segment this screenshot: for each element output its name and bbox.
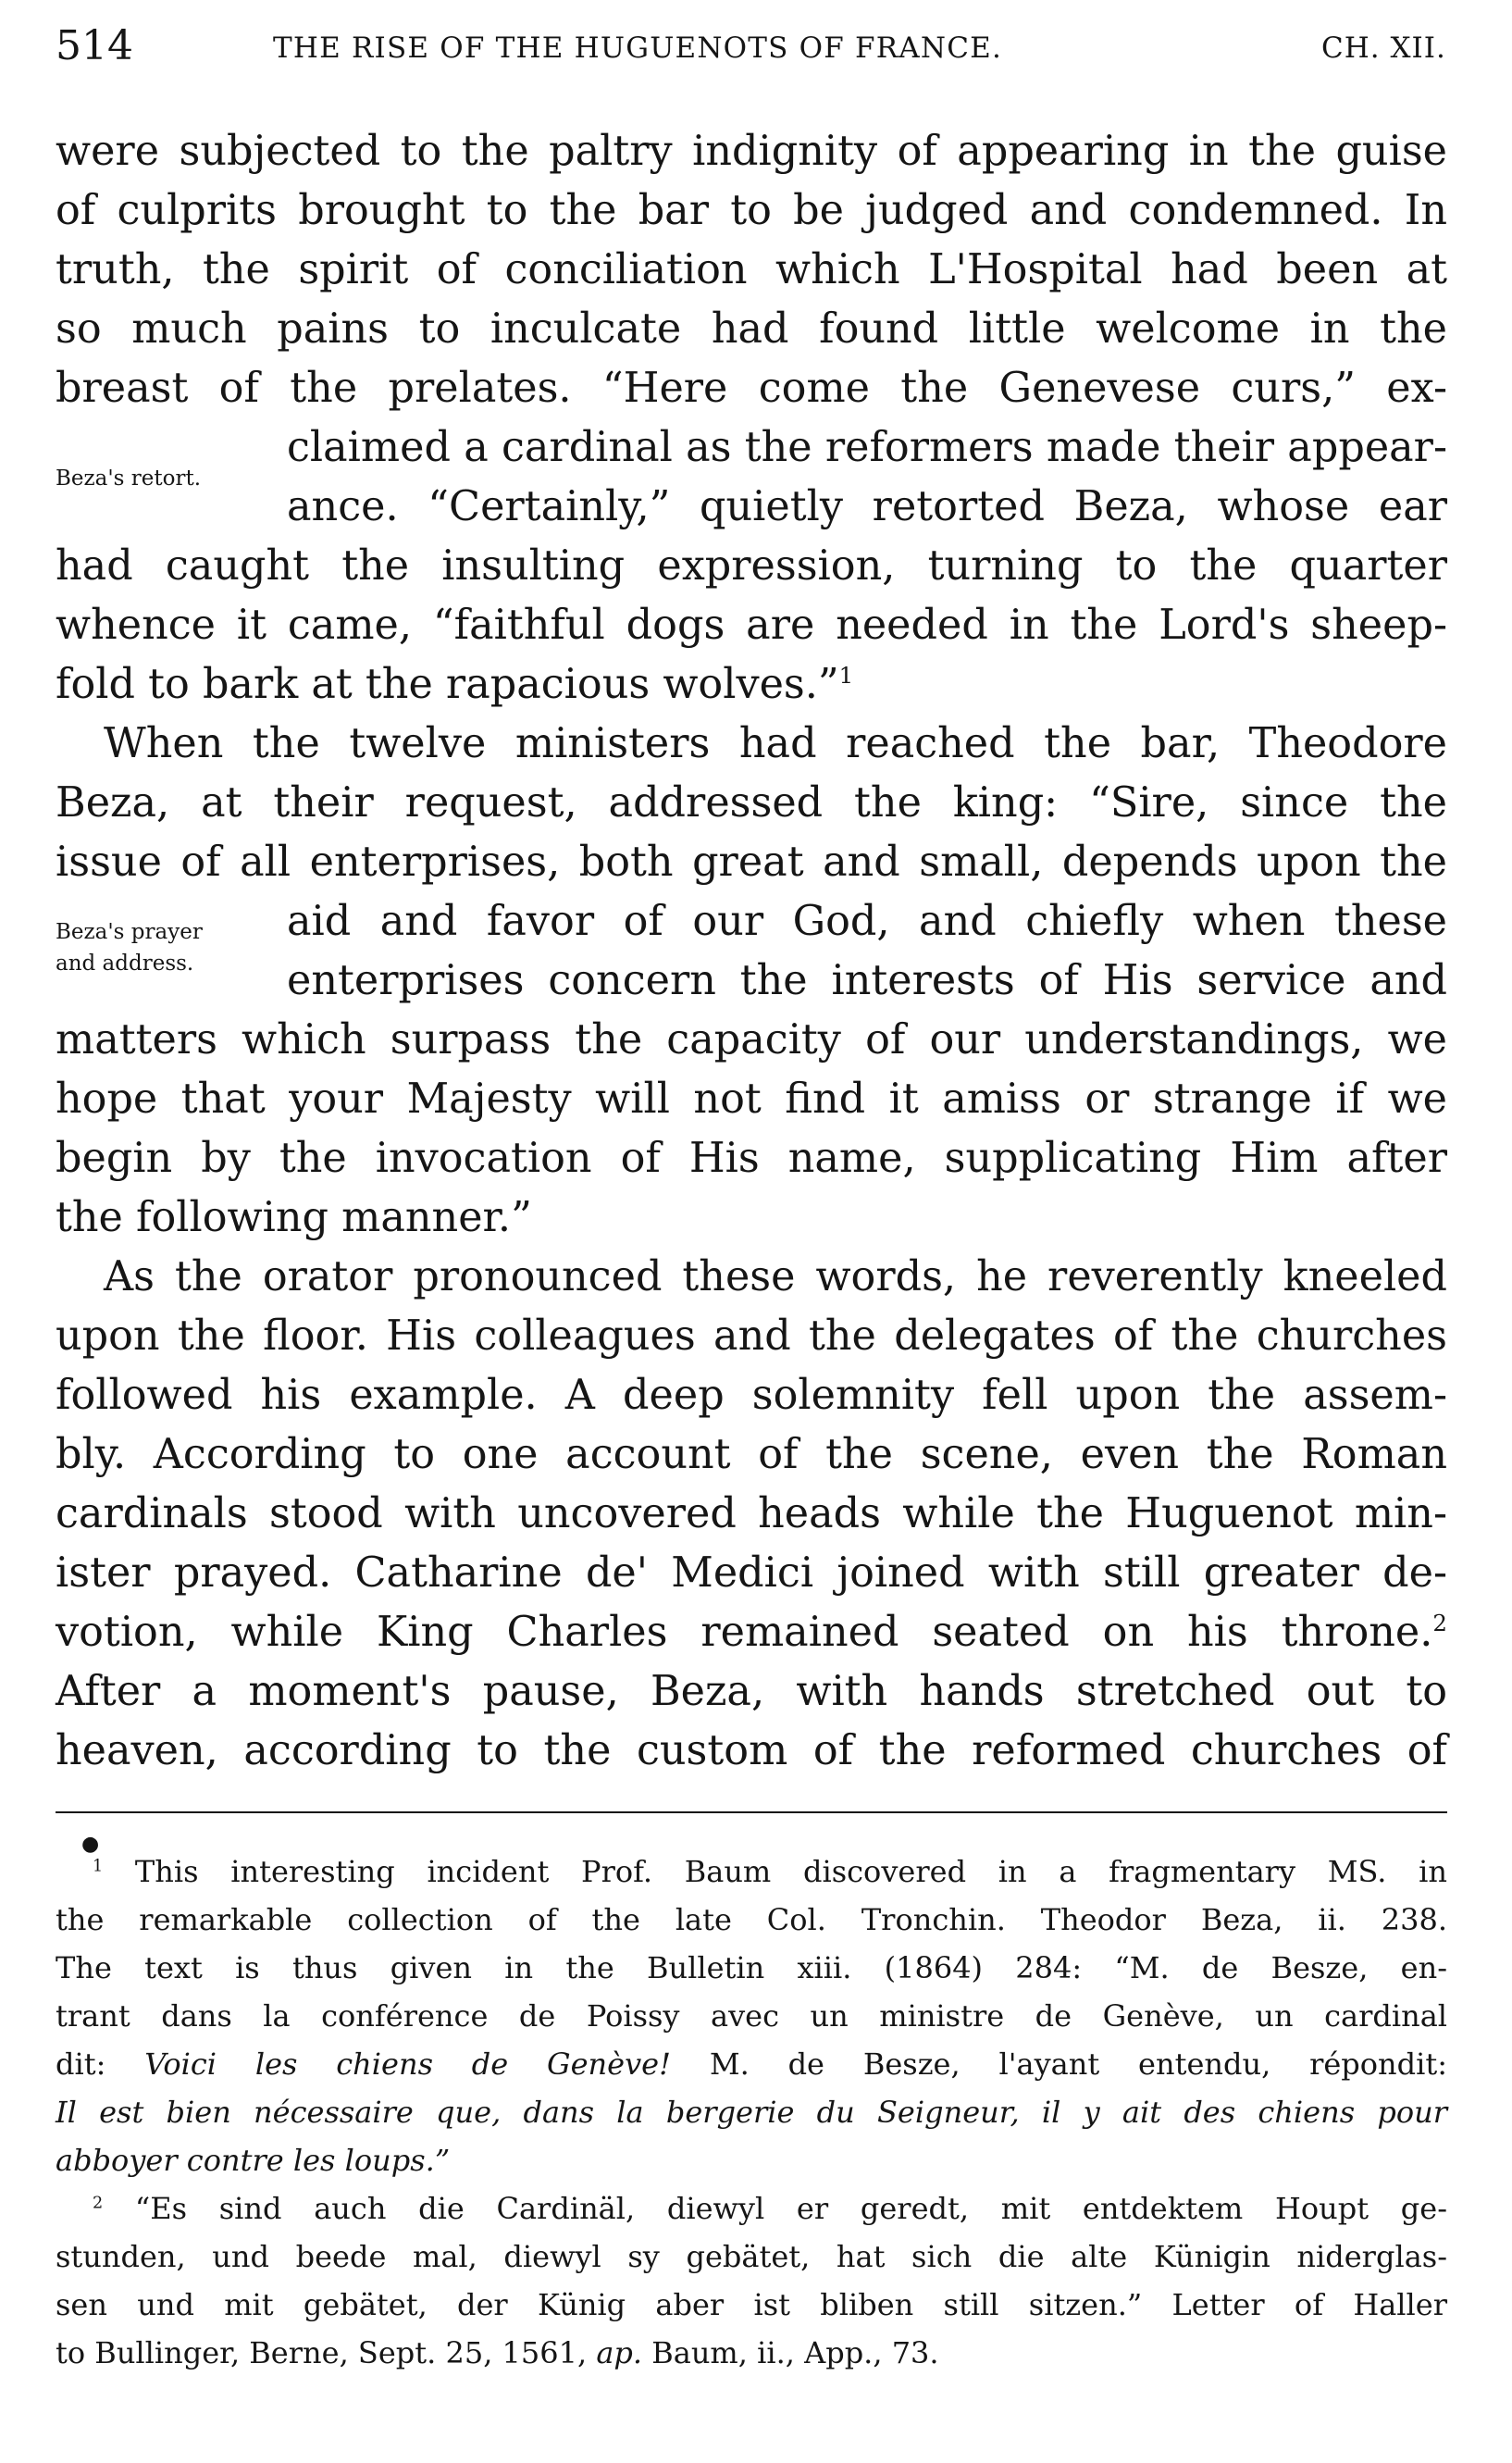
body-line: bly. According to one account of the scene, even the Roman (56, 1431, 1447, 1478)
body-line: heaven, according to the custom of the reformed churches of (56, 1727, 1447, 1774)
body-line: begin by the invocation of His name, supplicating Him after (56, 1135, 1447, 1182)
body-line: issue of all enterprises, both great and small, depends upon the (56, 839, 1447, 886)
footnote-1-line: Il est bien nécessaire que, dans la bergerie du Seigneur, il y ait des chiens pour (56, 2095, 1447, 2130)
body-line: matters which surpass the capacity of our understandings, we (56, 1016, 1447, 1064)
margin-note-retort: Beza's retort. (56, 466, 202, 491)
body-line: ister prayed. Catharine de' Medici joined with still greater de- (56, 1549, 1447, 1597)
body-line: upon the floor. His colleagues and the delegates of the churches (56, 1312, 1447, 1360)
ink-dot: ● (81, 1833, 100, 1856)
body-line: breast of the prelates. “Here come the Genevese curs,” ex- (56, 365, 1447, 412)
body-line: so much pains to inculcate had found little welcome in the (56, 305, 1447, 353)
footnote-1-line: the remarkable collection of the late Col. Tronchin. Theodor Beza, ii. 238. (56, 1902, 1447, 1937)
running-header (56, 22, 1447, 78)
body-line (56, 655, 1447, 715)
footnote-1-line: $^1$ This interesting incident Prof. Baum discovered in a fragmentary MS. in (93, 1854, 1448, 1889)
footnote-2-line: sen und mit gebätet, der Künig aber ist bliben still sitzen.” Letter of Haller (56, 2287, 1447, 2322)
footnote-1-mark: 1 (93, 1857, 104, 1876)
body-line: Beza, at their request, addressed the king: “Sire, since the (56, 779, 1447, 827)
footnote-2-mark: 2 (93, 2194, 104, 2213)
body-line: After a moment's pause, Beza, with hands stretched out to (56, 1668, 1447, 1715)
body-line: of culprits brought to the bar to be judged and condemned. In (56, 187, 1447, 234)
body-line-text: fold to bark at the rapacious wolves.” (56, 661, 839, 708)
footnote-1-line: The text is thus given in the Bulletin xiii. (1864) 284: “M. de Besze, en- (56, 1950, 1447, 1985)
body-line: were subjected to the paltry indignity of appearing in the guise (56, 128, 1447, 175)
running-title: THE RISE OF THE HUGUENOTS OF FRANCE. (273, 31, 1003, 65)
footnote-ref-2: 2 (1432, 1610, 1447, 1637)
body-line: truth, the spirit of conciliation which L'Hospital had been at (56, 246, 1447, 293)
footnote-1-line: abboyer contre les loups.” (56, 2143, 451, 2178)
footnote-2-line: stunden, und beede mal, diewyl sy gebätet, hat sich die alte Künigin niderglas- (56, 2239, 1447, 2274)
body-line: When the twelve ministers had reached the bar, Theodore (104, 720, 1447, 767)
footnote-2-line: to Bullinger, Berne, Sept. 25, 1561, ap. Baum, ii., App., 73. (56, 2335, 939, 2370)
body-line: cardinals stood with uncovered heads while the Huguenot min- (56, 1490, 1447, 1537)
page-number: 514 (56, 22, 133, 69)
body-line-text: votion, while King Charles remained seated on his throne. (56, 1609, 1433, 1656)
footnote-1-line: dit: Voici les chiens de Genève! M. de Besze, l'ayant entendu, répondit: (56, 2046, 1448, 2082)
footnote-divider (56, 1811, 1447, 1813)
footnote-1-line: trant dans la conférence de Poissy avec un ministre de Genève, un cardinal (56, 1998, 1447, 2034)
body-line: hope that your Majesty will not find it amiss or strange if we (56, 1076, 1447, 1123)
body-line: claimed a cardinal as the reformers made their appear- (287, 424, 1447, 471)
body-line: followed his example. A deep solemnity fell upon the assem- (56, 1372, 1447, 1419)
body-line: aid and favor of our God, and chiefly when these (287, 898, 1447, 945)
body-line: ance. “Certainly,” quietly retorted Beza, whose ear (287, 483, 1447, 530)
body-line: whence it came, “faithful dogs are needed in the Lord's sheep- (56, 602, 1447, 649)
body-line (56, 1603, 1447, 1662)
footnote-ref-1: 1 (838, 662, 854, 690)
footnote-2-line: $^2$ “Es sind auch die Cardinäl, diewyl er geredt, mit entdektem Houpt ge- (93, 2191, 1447, 2226)
body-line: enterprises concern the interests of His service and (287, 957, 1447, 1004)
body-line: As the orator pronounced these words, he reverently kneeled (104, 1253, 1447, 1300)
margin-note-address: and address. (56, 952, 194, 976)
body-line: the following manner.” (56, 1194, 532, 1241)
margin-note-prayer: Beza's prayer (56, 920, 203, 944)
body-line: had caught the insulting expression, turning to the quarter (56, 542, 1447, 590)
chapter-label: CH. XII. (1321, 31, 1446, 65)
